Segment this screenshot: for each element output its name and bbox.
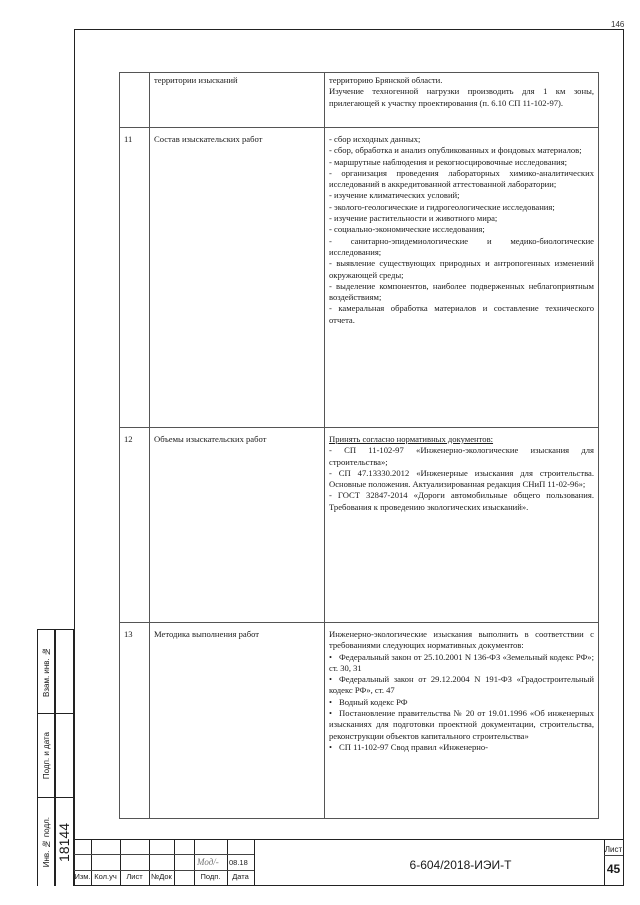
side-label-inv: Инв. № подл. bbox=[42, 817, 51, 868]
row-line: - выявление существующих природных и антропогенных изменений окружающей среды; bbox=[329, 258, 594, 280]
bullet-icon: • bbox=[329, 651, 333, 662]
side-cell-inv bbox=[38, 797, 55, 887]
row-heading: Принять согласно нормативных документов: bbox=[329, 434, 494, 444]
label-izm: Изм. bbox=[74, 872, 91, 881]
table-row bbox=[120, 428, 599, 623]
row-line: - СП 47.13330.2012 «Инженерные изыскания для строительства. Основные положения. Актуализированная редакция СНиП 11-02-96»; bbox=[329, 467, 594, 490]
side-cell-vzam bbox=[38, 629, 55, 714]
label-list: Лист bbox=[126, 872, 143, 881]
requirements-table bbox=[119, 72, 599, 819]
side-value-inv bbox=[55, 797, 73, 887]
row-number: 11 bbox=[120, 128, 150, 428]
side-cell-podp bbox=[38, 713, 55, 798]
row-bullet: • Федеральный закон от 25.10.2001 N 136-ФЗ «Земельный кодекс РФ»; ст. 30, 31 bbox=[329, 651, 594, 673]
table-row bbox=[120, 128, 599, 428]
row-name: Состав изыскательских работ bbox=[150, 128, 325, 428]
side-value-vzam bbox=[55, 629, 73, 714]
bullet-icon: • bbox=[329, 708, 333, 719]
signature: Мод/- bbox=[197, 857, 219, 867]
row-line: территорию Брянской области. bbox=[329, 75, 443, 85]
row-bullet: • Постановление правительства № 20 от 19.01.1996 «Об инженерных изысканиях для подготовки проектной документации, строительства, реконструкции объектов капитального строительства» bbox=[329, 708, 594, 741]
label-ndok: №Док bbox=[151, 872, 172, 881]
row-line: - санитарно-эпидемиологические и медико-биологические исследования; bbox=[329, 235, 594, 257]
table-row bbox=[120, 73, 599, 128]
inventory-number: 18144 bbox=[56, 823, 72, 862]
row-line: - маршрутные наблюдения и рекогносцировочные исследования; bbox=[329, 156, 568, 167]
row-line: - сбор исходных данных; bbox=[329, 134, 421, 144]
row-line: - изучение растительности и животного мира; bbox=[329, 213, 498, 224]
label-kol-uch: Кол.уч bbox=[94, 872, 117, 881]
row-line: - изучение климатических условий; bbox=[329, 190, 460, 201]
page-top-number: 146 bbox=[611, 20, 625, 29]
row-number: 13 bbox=[120, 623, 150, 819]
row-bullet: • Водный кодекс РФ bbox=[329, 696, 408, 707]
row-line: - организация проведения лабораторных химико-аналитических исследований в аккредитованной аттестованной лаборатории; bbox=[329, 167, 594, 190]
row-intro: Инженерно-экологические изыскания выполнить в соответствии с требованиями следующих нормативных документов: bbox=[329, 629, 594, 651]
bullet-icon: • bbox=[329, 674, 333, 685]
bullet-icon: • bbox=[329, 741, 333, 752]
side-stamp bbox=[37, 629, 74, 886]
sheet-label: Лист bbox=[604, 845, 623, 854]
frame-top-border bbox=[74, 29, 623, 30]
frame-left-border bbox=[74, 29, 75, 886]
row-bullet: • СП 11-102-97 Свод правил «Инженерно- bbox=[329, 741, 489, 752]
row-line: - выделение компонентов, наиболее подверженных неблагоприятным воздействиям; bbox=[329, 280, 594, 303]
row-line: - ГОСТ 32847-2014 «Дороги автомобильные общего пользования. Требования к проведению экологических изысканий». bbox=[329, 490, 594, 512]
bullet-icon: • bbox=[329, 696, 333, 707]
title-block bbox=[74, 839, 623, 886]
table-row bbox=[120, 623, 599, 819]
row-value bbox=[325, 73, 599, 128]
row-line: - сбор, обработка и анализ опубликованных и фондовых материалов; bbox=[329, 145, 582, 156]
row-value bbox=[325, 128, 599, 428]
label-data: Дата bbox=[232, 872, 249, 881]
row-value bbox=[325, 623, 599, 819]
row-number bbox=[120, 73, 150, 128]
row-line: - социально-экономические исследования; bbox=[329, 224, 485, 235]
sheet-number: 45 bbox=[606, 862, 621, 876]
label-podp: Подп. bbox=[200, 872, 221, 881]
document-code: 6-604/2018-ИЭИ-Т bbox=[409, 858, 512, 872]
row-value bbox=[325, 428, 599, 623]
sign-date: 08.18 bbox=[229, 858, 248, 867]
row-line: - камеральная обработка материалов и составление технического отчета. bbox=[329, 303, 594, 325]
row-line: - эколого-геологические и гидрогеологические исследования; bbox=[329, 201, 555, 212]
row-number: 12 bbox=[120, 428, 150, 623]
side-value-podp bbox=[55, 713, 73, 798]
row-line: - СП 11-102-97 «Инженерно-экологические изыскания для строительства»; bbox=[329, 445, 594, 467]
row-bullet: • Федеральный закон от 29.12.2004 N 191-ФЗ «Градостроительный кодекс РФ», ст. 47 bbox=[329, 674, 594, 696]
side-value-column bbox=[54, 629, 74, 886]
row-name: Методика выполнения работ bbox=[150, 623, 325, 819]
row-line: Изучение техногенной нагрузки производить для 1 км зоны, прилегающей к участку проектирования (п. 6.10 СП 11-102-97). bbox=[329, 86, 594, 108]
frame-right-border bbox=[623, 29, 624, 886]
side-label-vzam: Взам. инв. № bbox=[42, 647, 51, 697]
row-name: Объемы изыскательских работ bbox=[150, 428, 325, 623]
side-label-podp: Подп. и дата bbox=[42, 732, 51, 780]
row-name: территории изысканий bbox=[150, 73, 325, 128]
